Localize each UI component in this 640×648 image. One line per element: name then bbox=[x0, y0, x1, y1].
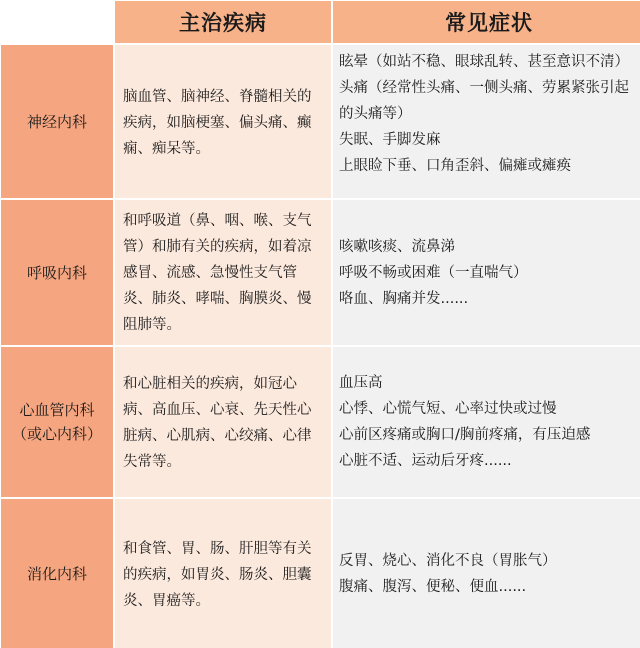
symptom-line: 心悸、心慌气短、心率过快或过慢 bbox=[339, 401, 557, 417]
symptom-line: 反胃、烧心、消化不良（胃胀气） bbox=[339, 552, 557, 569]
header-corner-cell bbox=[1, 1, 113, 43]
symptom-line: 心脏不适、运动后牙疼...... bbox=[339, 453, 512, 469]
diseases-text: 和呼吸道（鼻、咽、喉、支气管）和肺有关的疾病，如着凉感冒、流感、急慢性支气管炎、肺炎、哮喘、胸膜炎、慢阻肺等。 bbox=[123, 213, 312, 333]
department-cell-respiratory bbox=[1, 200, 113, 345]
symptom-line: 眩晕（如站不稳、眼球乱转、甚至意识不清） bbox=[339, 54, 629, 70]
header-diseases: 主治疾病 bbox=[115, 1, 331, 43]
symptom-line: 咳嗽咳痰、流鼻涕 bbox=[339, 238, 455, 255]
symptoms-cell-cardiology bbox=[333, 347, 640, 497]
department-label: 呼吸内科 bbox=[26, 263, 87, 282]
symptoms-cell-neurology bbox=[333, 45, 640, 198]
department-label: 神经内科 bbox=[26, 112, 87, 131]
symptom-line: 血压高 bbox=[339, 375, 383, 391]
symptom-line: 失眠、手脚发麻 bbox=[339, 132, 441, 148]
symptoms-cell-gastroenterology bbox=[333, 499, 640, 648]
symptom-line: 咯血、胸痛并发...... bbox=[339, 290, 469, 307]
diseases-cell-neurology bbox=[115, 45, 331, 198]
symptom-line: 呼吸不畅或困难（一直喘气） bbox=[339, 264, 528, 281]
symptom-line: 心前区疼痛或胸口/胸前疼痛，有压迫感 bbox=[339, 427, 591, 443]
symptom-line: 头痛（经常性头痛、一侧头痛、劳累紧张引起的头痛等） bbox=[339, 80, 629, 122]
diseases-cell-respiratory bbox=[115, 200, 331, 345]
diseases-cell-cardiology bbox=[115, 347, 331, 497]
diseases-cell-gastroenterology bbox=[115, 499, 331, 648]
symptom-line: 上眼睑下垂、口角歪斜、偏瘫或瘫痪 bbox=[339, 158, 571, 174]
diseases-text: 脑血管、脑神经、脊髓相关的疾病，如脑梗塞、偏头痛、癫痫、痴呆等。 bbox=[123, 88, 312, 157]
diseases-text: 和食管、胃、肠、肝胆等有关的疾病，如胃炎、肠炎、胆囊炎、胃癌等。 bbox=[123, 540, 312, 609]
symptoms-cell-respiratory bbox=[333, 200, 640, 345]
header-symptoms: 常见症状 bbox=[333, 1, 640, 43]
department-cell-cardiology bbox=[1, 347, 113, 497]
department-label: 消化内科 bbox=[26, 564, 87, 583]
department-sublabel: （或心内科） bbox=[11, 425, 102, 443]
department-label: 心血管内科 bbox=[19, 401, 95, 419]
diseases-text: 和心脏相关的疾病，如冠心病、高血压、心衰、先天性心脏病、心肌病、心绞痛、心律失常等。 bbox=[123, 376, 312, 470]
symptom-line: 腹痛、腹泻、便秘、便血...... bbox=[339, 578, 527, 595]
department-cell-neurology bbox=[1, 45, 113, 198]
department-cell-gastroenterology bbox=[1, 499, 113, 648]
